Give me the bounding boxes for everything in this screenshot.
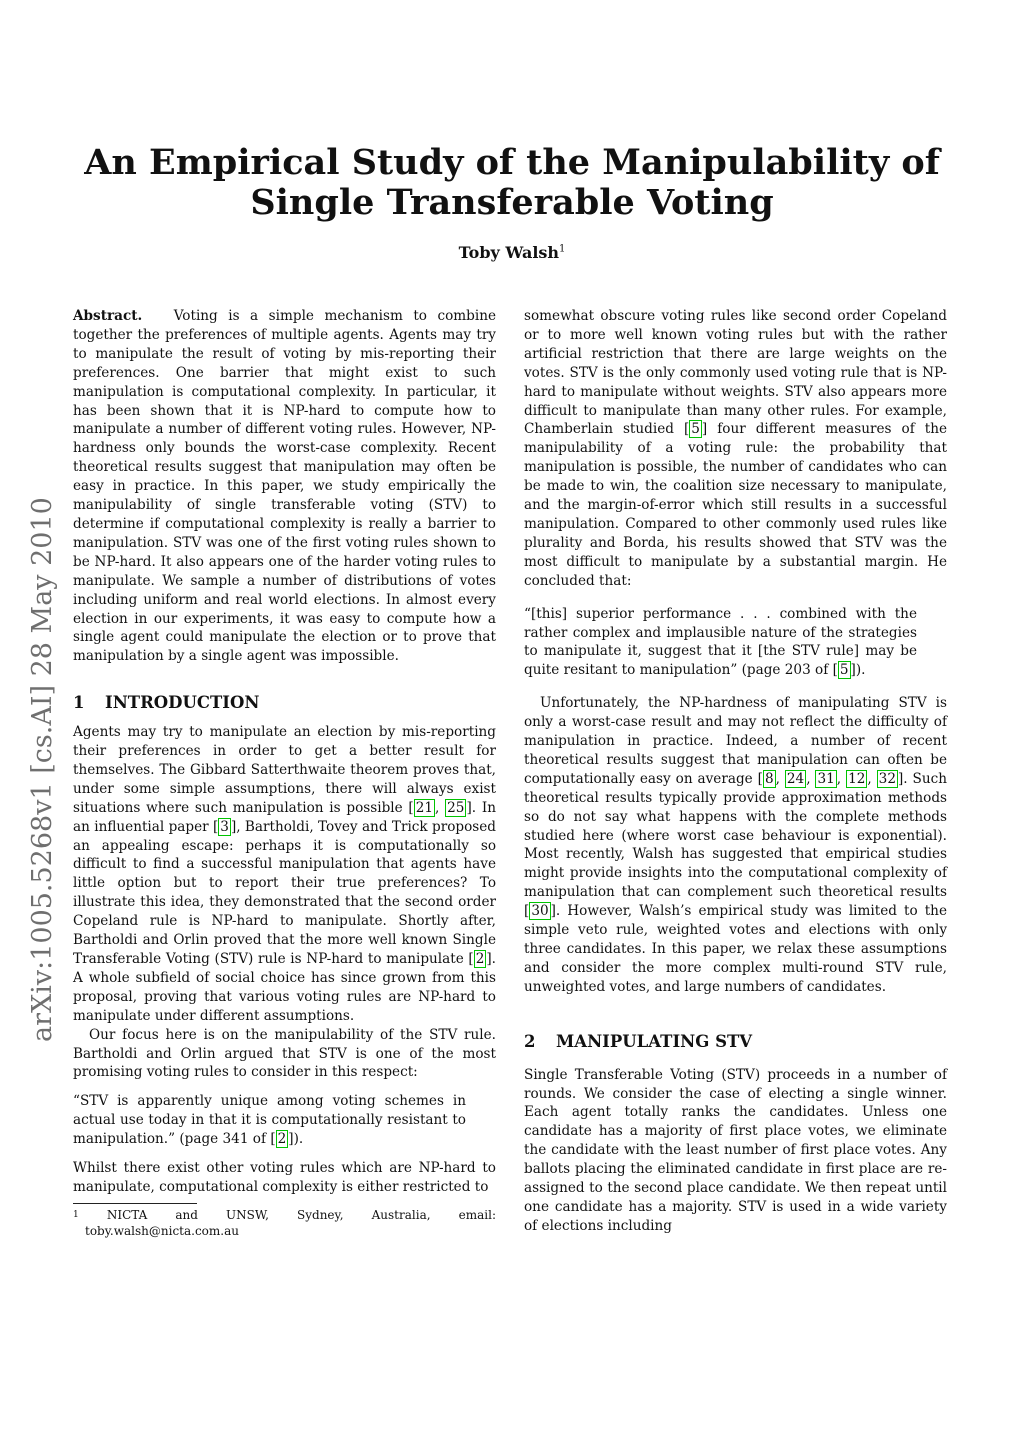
citation-link[interactable]: 3 — [220, 818, 229, 835]
citation-link[interactable]: 2 — [475, 951, 485, 967]
section-1-heading — [73, 694, 496, 713]
footnote-email: toby.walsh@nicta.com.au — [85, 1223, 239, 1238]
section-2-number: 2 — [524, 1031, 536, 1051]
footnote-mark: 1 — [73, 1209, 79, 1220]
block-quote-1: “STV is apparently unique among voting schemes in actual use today in that it is computationally resistant to manipulation.” (page 341 of [ 2 ]). — [73, 1093, 466, 1148]
citation-link[interactable]: 30 — [531, 903, 549, 920]
title-line-1: An Empirical Study of the Manipulability of — [84, 142, 940, 183]
title-line-2: Single Transferable Voting — [250, 182, 774, 223]
citation-link[interactable]: 31 — [817, 770, 835, 787]
intro-paragraph-3-continued: somewhat obscure voting rules like second order Copeland or to more well known voting rules but with the rather artificial restriction that there are large weights on the votes. STV is the only commonly used voting rule that is NP-hard to manipulate without weights. STV also appears more difficult to manipulate than many other rules. For example, Chamberlain studied [ 5 ] four different measures of the manipulability of a voting rule: the probability that manipulation is possible, the number of candidates who can be made to win, the coalition size necessary to manipulate, and the margin-of-error which still results in a successful manipulation. Compared to other commonly used rules like plurality and Borda, his results showed that STV was the most difficult to manipulate by a substantial margin. He concluded that: — [524, 308, 947, 589]
intro-paragraph-3: Whilst there exist other voting rules which are NP-hard to manipulate, computational complexity is either restricted to — [73, 1160, 496, 1195]
paper-title — [0, 143, 1024, 223]
author-name: Toby Walsh — [458, 243, 560, 262]
citation-link[interactable]: 5 — [839, 662, 849, 679]
citation-link[interactable]: 25 — [447, 799, 465, 816]
footnote: 1 NICTA and UNSW, Sydney, Australia, email: toby.walsh@nicta.com.au — [73, 1207, 496, 1238]
block-quote-2: “[this] superior performance . . . combined with the rather complex and implausible nature of the strategies to manipulate it, suggest that it [the STV rule] may be quite resitant to manipulation” (page 203 of [ 5 ]). — [524, 605, 917, 679]
section-1-number: 1 — [73, 693, 85, 713]
citation-link[interactable]: 24 — [786, 770, 805, 787]
abstract-label: Abstract. — [73, 308, 143, 324]
right-column — [524, 307, 947, 1236]
citation-link[interactable]: 32 — [878, 770, 896, 787]
citation-link[interactable]: 5 — [691, 421, 700, 438]
section-1-title: INTRODUCTION — [105, 693, 260, 713]
citation-link[interactable]: 12 — [848, 770, 866, 787]
footnote-rule — [73, 1203, 197, 1204]
intro-paragraph-2: Our focus here is on the manipulability of the STV rule. Bartholdi and Orlin argued that STV is one of the most promising voting rules to consider in this respect: — [73, 1026, 496, 1081]
intro-paragraph-4: Unfortunately, the NP-hardness of manipulating STV is only a worst-case result and may not reflect the difficulty of manipulation in practice. Indeed, a number of recent theoretical results suggest that manipulation can often be computationally easy on average [ 8 , 24 , 31 , 12 , 32 ]. Such theoretical results typically provide approximation methods so do not say what happens with the complete methods studied here (where worst case behaviour is exponential). Most recently, Walsh has suggested that empirical studies might provide insights into the computational complexity of manipulation that can complement such theoretical results [ 30 ]. However, Walsh’s empirical study was limited to the simple veto rule, weighted votes and elections with only three candidates. In this paper, we relax these assumptions and consider the more complex multi-round STV rule, unweighted votes, and large numbers of candidates. — [524, 695, 947, 995]
abstract — [73, 307, 496, 666]
section-2-heading — [524, 1033, 947, 1052]
citation-link[interactable]: 8 — [764, 770, 774, 787]
author — [0, 243, 1024, 262]
stv-paragraph-1: Single Transferable Voting (STV) proceeds in a number of rounds. We consider the case of electing a single winner. Each agent totally ranks the candidates. Unless one candidate has a majority of first place votes, we eliminate the candidate with the least number of first place votes. Any ballots placing the eliminated candidate in first place are re-assigned to the second place candidate. We then repeat until one candidate has a majority. STV is used in a wide variety of elections including — [524, 1066, 947, 1234]
arxiv-stamp: arXiv:1005.5268v1 [cs.AI] 28 May 2010 — [27, 497, 58, 1042]
left-column — [73, 307, 496, 1239]
intro-paragraph-1: Agents may try to manipulate an election by mis-reporting their preferences in order to get a better result for themselves. The Gibbard Satterthwaite theorem proves that, under some simple assumptions, there will always exist situations where such manipulation is possible [ 21 , 25 ]. In an influential paper [ 3 ], Bartholdi, Tovey and Trick proposed an appealing escape: perhaps it is computationally so difficult to find a successful manipulation that agents have little option but to report their true preferences? To illustrate this idea, they demonstrated that the second order Copeland rule is NP-hard to manipulate. Shortly after, Bartholdi and Orlin proved that the more well known Single Transferable Voting (STV) rule is NP-hard to manipulate [ 2 ]. A whole subfield of social choice has since grown from this proposal, proving that various voting rules are NP-hard to manipulate under different assumptions. — [73, 724, 496, 1024]
section-2-title: MANIPULATING STV — [556, 1031, 753, 1051]
abstract-text: Voting is a simple mechanism to combine together the preferences of multiple agents. Agents may try to manipulate the result of voting by mis-reporting their preferences. One barrier that might exist to such manipulation is computational complexity. In particular, it has been shown that it is NP-hard to compute how to manipulate a number of different voting rules. However, NP-hardness only bounds the worst-case complexity. Recent theoretical results suggest that manipulation may often be easy in practice. In this paper, we study empirically the manipulability of single transferable voting (STV) to determine if computational complexity is really a barrier to manipulation. STV was one of the first voting rules shown to be NP-hard. It also appears one of the harder voting rules to manipulate. We sample a number of distributions of votes including uniform and real world elections. In almost every election in our experiments, it was easy to compute how a single agent could manipulate the election or to prove that manipulation by a single agent was impossible. — [73, 308, 496, 665]
author-footnote-mark: 1 — [559, 243, 566, 255]
citation-link[interactable]: 21 — [415, 799, 434, 816]
citation-link[interactable]: 2 — [277, 1131, 287, 1148]
